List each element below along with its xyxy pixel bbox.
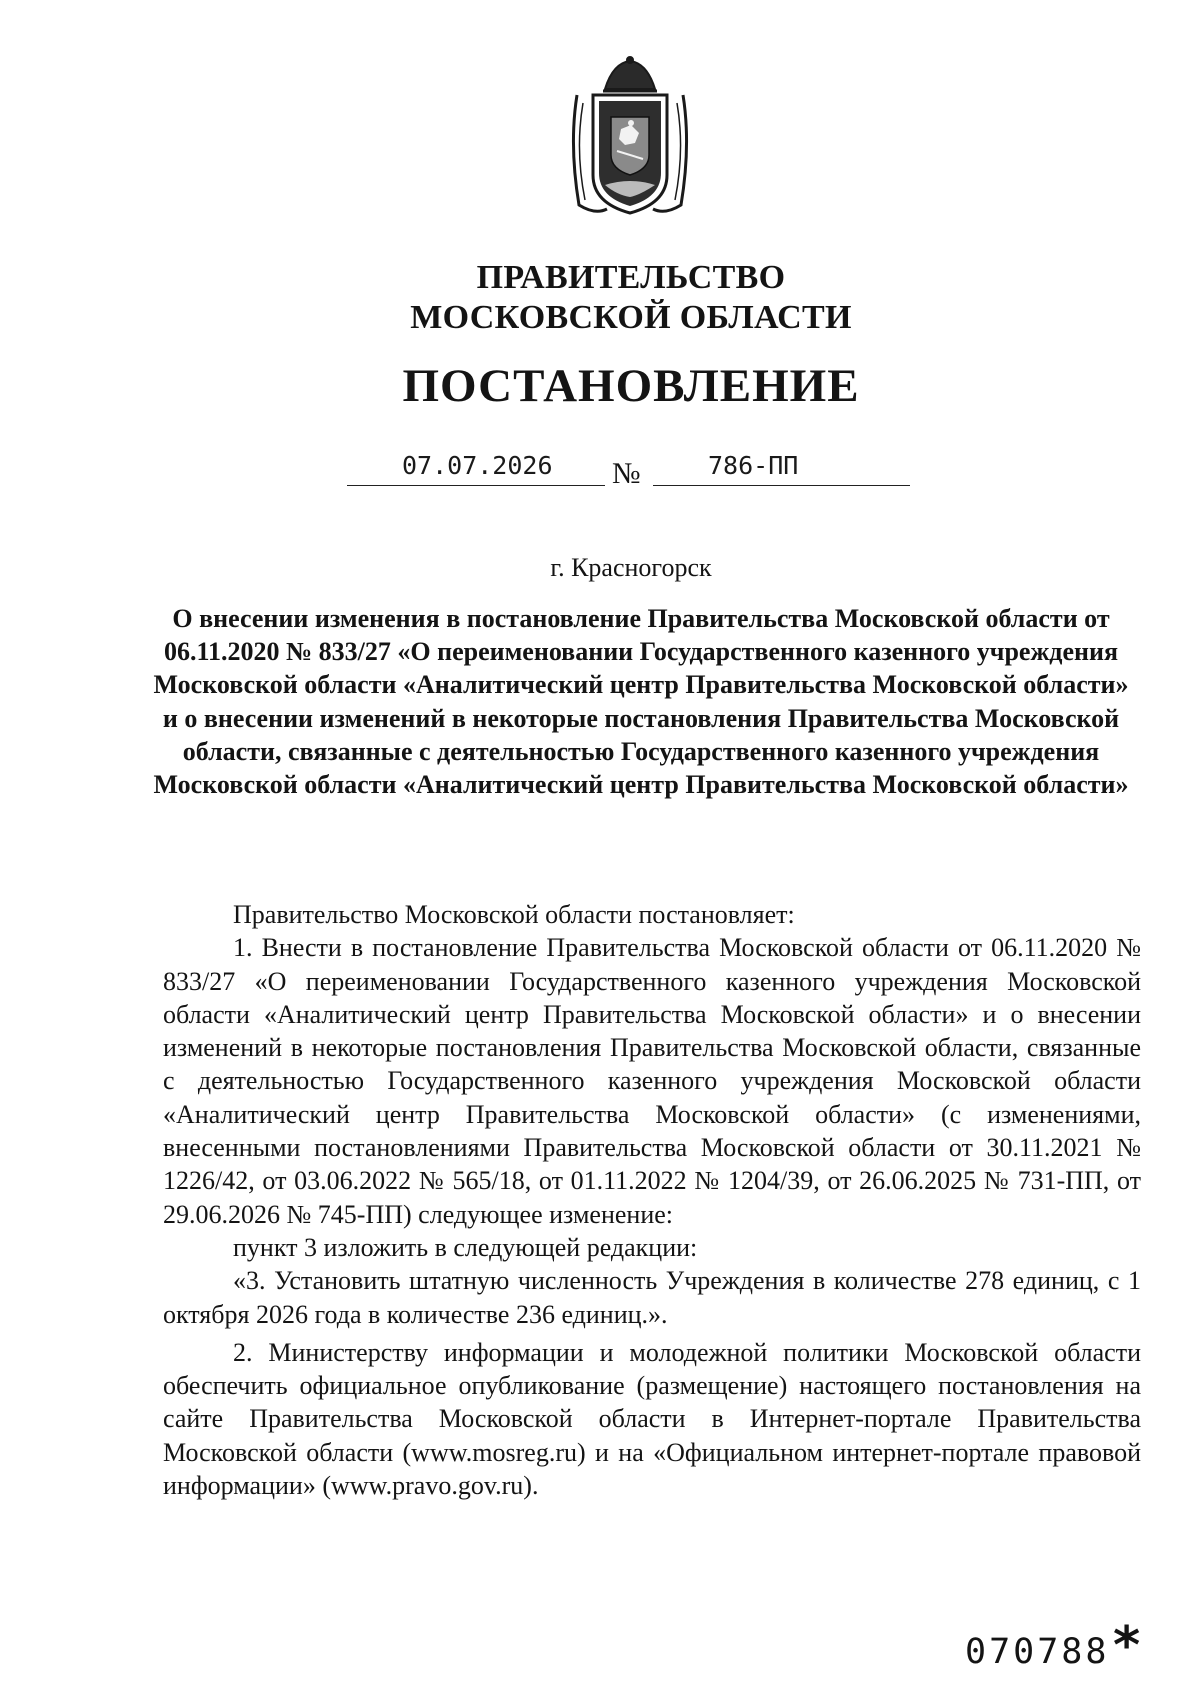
- clause-2: 2. Министерству информации и молодежной политики Московской области обеспечить официальное опубликование (размещение) настоящего постановления на сайте Правительства Московской области в Интернет-портале Правительства Московской области (www.mosreg.ru) и на «Официальном интернет-портале правовой информации» (www.pravo.gov.ru).: [163, 1337, 1141, 1501]
- asterisk-mark: *: [1113, 1616, 1141, 1676]
- document-type: ПОСТАНОВЛЕНИЕ: [402, 360, 860, 412]
- document-subject: О внесении изменения в постановление Правительства Московской области от 06.11.2020 № 833/27 «О переименовании Государственного казенного учреждения Московской области «Аналитический центр Правительства Московской области» и о внесении изменений в некоторые постановления Правительства Московской области, связанные с деятельностью Государственного казенного учреждения Московской области «Аналитический центр Правительства Московской области»: [153, 604, 1129, 800]
- document-body: [163, 898, 1141, 1502]
- moscow-oblast-coat-of-arms-icon: [565, 55, 695, 220]
- clause-1-quote: «3. Установить штатную численность Учреждения в количестве 278 единиц, с 1 октября 2026 года в количестве 236 единиц.».: [163, 1266, 1141, 1329]
- government-title: [0, 258, 1200, 338]
- preamble: Правительство Московской области постановляет:: [233, 900, 795, 929]
- date-underline: [347, 485, 605, 486]
- number-sign: №: [612, 457, 641, 490]
- document-number: 786-ПП: [708, 451, 799, 480]
- government-title-line2: МОСКОВСКОЙ ОБЛАСТИ: [410, 299, 852, 336]
- clause-1: 1. Внести в постановление Правительства Московской области от 06.11.2020 № 833/27 «О переименовании Государственного казенного учреждения Московской области «Аналитический центр Правительства Московской области» и о внесении изменений в некоторые постановления Правительства Московской области, связанные с деятельностью Государственного казенного учреждения Московской области «Аналитический центр Правительства Московской области» (с изменениями, внесенными постановлениями Правительства Московской области от 30.11.2021 № 1226/42, от 03.06.2022 № 565/18, от 01.11.2022 № 1204/39, от 26.06.2025 № 731-ПП, от 29.06.2026 № 745-ПП) следующее изменение:: [163, 933, 1141, 1229]
- government-title-line1: ПРАВИТЕЛЬСТВО: [476, 259, 786, 296]
- number-underline: [653, 485, 910, 486]
- document-date: 07.07.2026: [402, 451, 553, 480]
- clause-1-subclause: пункт 3 изложить в следующей редакции:: [233, 1232, 698, 1262]
- serial-number: 070788: [965, 1632, 1110, 1672]
- city-line: г. Красногорск: [550, 553, 712, 582]
